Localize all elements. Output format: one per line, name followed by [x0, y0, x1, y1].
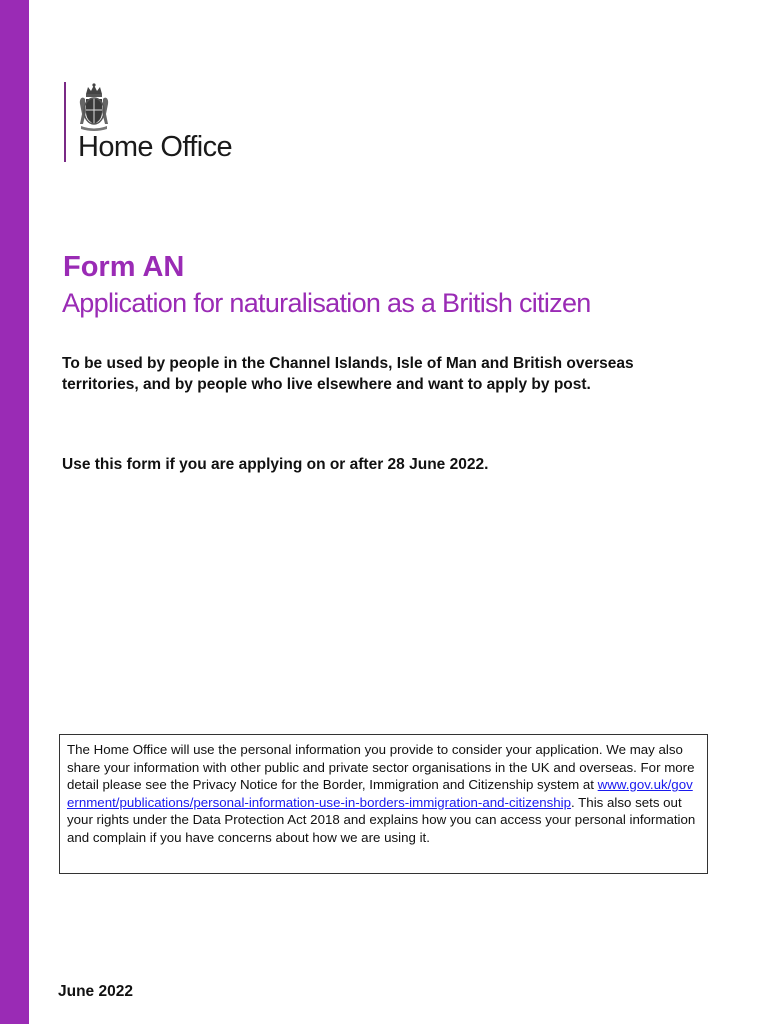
privacy-notice-link[interactable]: www.gov.uk/government/publications/personal-information-use-in-borders-immigration-and-citizenship	[67, 777, 693, 810]
logo-divider	[64, 82, 66, 162]
privacy-text-before: The Home Office will use the personal information you provide to consider your application. We may also share your information with other public and private sector organisations in the UK and overseas. For more detail please see the Privacy Notice for the Border, Immigration and Citizenship system at	[67, 742, 695, 793]
privacy-notice-box	[59, 734, 708, 874]
royal-crest-icon	[77, 82, 111, 132]
purple-side-bar	[0, 0, 29, 1024]
intro-paragraph: To be used by people in the Channel Islands, Isle of Man and British overseas territories, and by people who live elsewhere and want to apply by post.	[62, 355, 634, 393]
publication-date: June 2022	[58, 983, 133, 1000]
home-office-logo	[64, 82, 264, 164]
form-title: Form AN	[63, 251, 185, 283]
date-note: Use this form if you are applying on or after 28 June 2022.	[62, 456, 489, 473]
home-office-wordmark: Home Office	[78, 131, 233, 163]
privacy-text-after: . This also sets out your rights under the Data Protection Act 2018 and explains how you can access your personal information and complain if you have concerns about how we are using it.	[67, 794, 696, 845]
form-subtitle: Application for naturalisation as a British citizen	[62, 288, 591, 318]
